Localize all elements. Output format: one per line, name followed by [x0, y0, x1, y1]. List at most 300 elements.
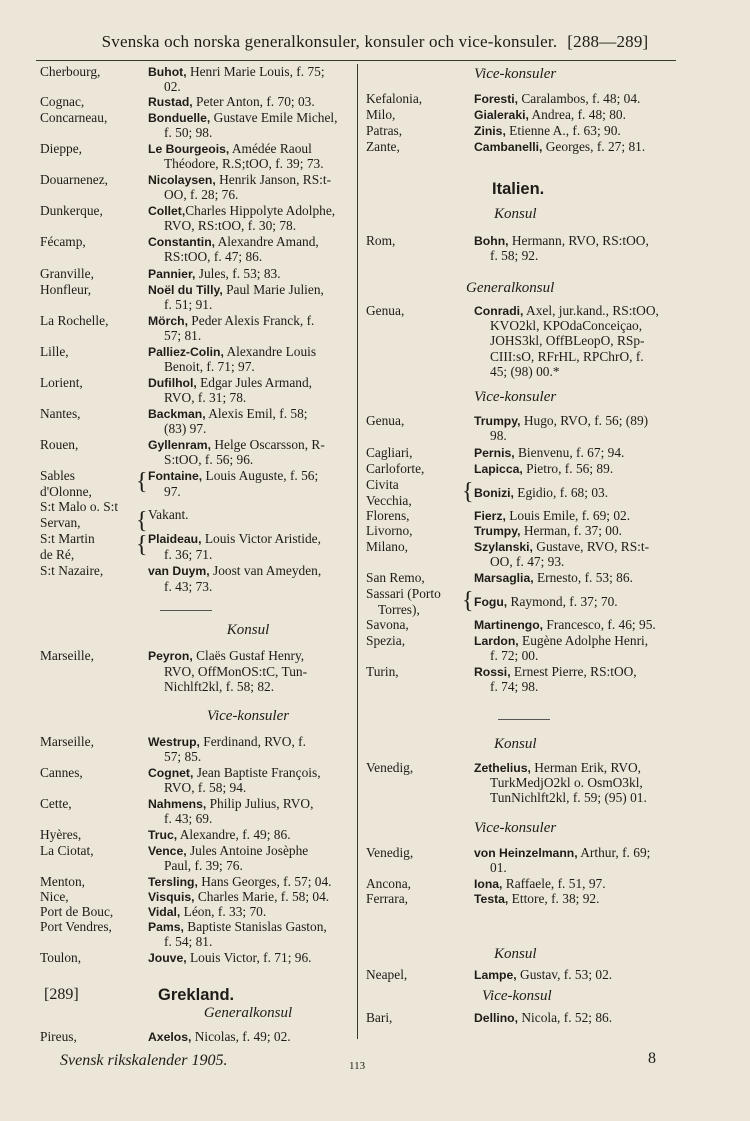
entry-person — [474, 91, 640, 107]
person-details-cont: 45; (98) 00.* — [490, 363, 560, 379]
entry-place — [40, 648, 94, 663]
entry-place — [40, 919, 112, 934]
person-details: Herman Erik, RVO, — [530, 760, 642, 775]
entry-person — [148, 468, 318, 484]
person-surname: Pannier, — [148, 267, 196, 281]
person-details-cont: OO, f. 28; 76. — [164, 187, 239, 203]
person-details: Nicola, f. 52; 86. — [518, 1010, 613, 1025]
place-name: Bari, — [366, 1010, 393, 1025]
person-details: Arthur, f. 69; — [577, 845, 651, 860]
place-name: Cognac, — [40, 94, 85, 109]
place-name: Rouen, — [40, 437, 79, 452]
person-details-cont: 57; 81. — [164, 328, 202, 344]
entry-continuation — [490, 364, 560, 379]
entry-continuation — [490, 554, 564, 569]
entry-continuation — [490, 248, 538, 263]
entry-person — [148, 234, 319, 250]
person-surname: Fontaine, — [148, 469, 203, 483]
person-surname: Iona, — [474, 877, 503, 891]
person-details: Gustave Emile Michel, — [210, 110, 338, 125]
entry-place — [40, 1029, 77, 1044]
entry-place — [40, 406, 81, 421]
country-heading-italien: Italien. — [492, 180, 545, 198]
person-details: Jules Antoine Josèphe — [186, 843, 309, 858]
entry-person — [474, 523, 622, 539]
entry-place — [40, 515, 81, 530]
entry-person — [148, 765, 321, 781]
entry-person — [474, 617, 656, 633]
person-surname: von Heinzelmann, — [474, 846, 578, 860]
place-name: Port Vendres, — [40, 919, 112, 934]
place-name: Cette, — [40, 796, 72, 811]
person-details-cont: Théodore, R.S;tOO, f. 39; 73. — [164, 156, 324, 172]
entry-place — [40, 950, 81, 965]
entry-person — [474, 967, 612, 983]
person-surname: Trumpy, — [474, 524, 521, 538]
person-surname: Lardon, — [474, 634, 519, 648]
person-surname: Mörch, — [148, 314, 188, 328]
person-surname: Nicolaysen, — [148, 173, 216, 187]
place-name: Spezia, — [366, 633, 406, 648]
entry-place — [366, 413, 404, 428]
person-details-cont: 97. — [164, 484, 181, 499]
place-name: La Rochelle, — [40, 313, 109, 328]
entry-place — [366, 586, 441, 601]
person-surname: Buhot, — [148, 65, 187, 79]
entry-continuation — [490, 648, 538, 663]
person-details-cont: TunNichlft2kl, f. 59; (95) 01. — [490, 790, 647, 806]
person-details: Etienne A., f. 63; 90. — [505, 123, 621, 138]
person-surname: Zinis, — [474, 124, 506, 138]
person-surname: Lapicca, — [474, 462, 523, 476]
entry-person — [148, 531, 321, 547]
entry-person — [148, 796, 313, 812]
entry-person — [148, 203, 335, 219]
entry-person — [474, 760, 641, 776]
entry-continuation — [490, 679, 538, 694]
person-details: Baptiste Stanislas Gaston, — [183, 919, 327, 934]
person-surname: Trumpy, — [474, 414, 521, 428]
entry-place — [40, 843, 94, 858]
entry-person — [474, 876, 606, 892]
person-surname: Rustad, — [148, 95, 193, 109]
entry-place — [40, 827, 81, 842]
entry-person — [474, 594, 618, 610]
entry-place — [366, 664, 399, 679]
entry-person — [474, 891, 599, 907]
person-details: Ernesto, f. 53; 86. — [533, 570, 633, 585]
entry-continuation — [164, 934, 212, 949]
entry-place — [366, 845, 413, 860]
entry-continuation — [490, 349, 644, 364]
person-surname: Martinengo, — [474, 618, 544, 632]
person-surname: Cognet, — [148, 766, 194, 780]
person-surname: Bohn, — [474, 234, 509, 248]
page-header — [0, 32, 750, 52]
person-details: Eugène Adolphe Henri, — [518, 633, 649, 648]
person-details: Gustave, RVO, RS:t- — [532, 539, 650, 554]
section-heading-vice-konsuler: Vice-konsuler — [206, 708, 290, 724]
person-details-cont: S:tOO, f. 56; 96. — [164, 452, 254, 468]
entry-continuation — [164, 125, 212, 140]
person-details: Charles Marie, f. 58; 04. — [194, 889, 330, 904]
person-surname: Vence, — [148, 844, 187, 858]
entry-place — [366, 539, 408, 554]
entry-person — [148, 904, 266, 920]
person-details: Léon, f. 33; 70. — [180, 904, 267, 919]
person-details-cont: OO, f. 47; 93. — [490, 554, 565, 570]
person-surname: Gyllenram, — [148, 438, 211, 452]
entry-place — [40, 889, 69, 904]
person-details: Ernest Pierre, RS:tOO, — [510, 664, 637, 679]
place-name: Marseille, — [40, 648, 94, 663]
country-heading-grekland: Grekland. — [158, 986, 235, 1004]
person-details: Axel, jur.kand., RS:tOO, — [523, 303, 659, 318]
entry-person — [148, 375, 312, 391]
person-details: Louis Emile, f. 69; 02. — [505, 508, 631, 523]
person-details-cont: Paul, f. 39; 76. — [164, 858, 243, 874]
person-surname: Jouve, — [148, 951, 187, 965]
person-details: Joost van Ameyden, — [209, 563, 322, 578]
entry-continuation — [164, 858, 243, 873]
person-surname: Zethelius, — [474, 761, 531, 775]
person-surname: Noël du Tilly, — [148, 283, 223, 297]
person-details-cont: RVO, f. 31; 78. — [164, 390, 247, 406]
person-details-cont: Benoit, f. 71; 97. — [164, 359, 255, 375]
person-details: Louis Victor Aristide, — [201, 531, 321, 546]
person-details: Charles Hippolyte Adolphe, — [185, 203, 336, 218]
person-surname: Pernis, — [474, 446, 515, 460]
person-details: Raymond, f. 37; 70. — [507, 594, 618, 609]
place-name: Kefalonia, — [366, 91, 423, 106]
entry-person — [474, 485, 608, 501]
place-name: Dunkerque, — [40, 203, 103, 218]
header-rule — [36, 60, 676, 61]
place-name: de Ré, — [40, 547, 75, 562]
entry-place — [40, 547, 74, 562]
place-name: Servan, — [40, 515, 81, 530]
entry-person — [148, 889, 329, 905]
section-rule — [498, 719, 550, 720]
place-name: Savona, — [366, 617, 409, 632]
place-name: Turin, — [366, 664, 399, 679]
person-surname: Bonduelle, — [148, 111, 211, 125]
entry-place — [366, 891, 408, 906]
person-details: Herman, f. 37; 00. — [520, 523, 623, 538]
martin-brace-icon: { — [136, 532, 148, 558]
person-surname: Rossi, — [474, 665, 511, 679]
entry-person — [474, 1010, 612, 1026]
entry-place — [40, 796, 72, 811]
person-details: Nicolas, f. 49; 02. — [191, 1029, 291, 1044]
entry-place — [40, 563, 103, 578]
entry-person — [148, 266, 281, 282]
section-heading-vice-konsuler: Vice-konsuler — [474, 820, 557, 836]
person-details: Hans Georges, f. 57; 04. — [197, 874, 332, 889]
entry-continuation — [164, 218, 296, 233]
person-surname: Axelos, — [148, 1030, 192, 1044]
entry-person — [474, 107, 626, 123]
entry-continuation — [164, 780, 246, 795]
person-details: Helge Oscarsson, R- — [211, 437, 325, 452]
person-details: Hugo, RVO, f. 56; (89) — [520, 413, 649, 428]
entry-person — [474, 413, 648, 429]
section-heading-konsul: Konsul — [226, 622, 270, 638]
section-heading-vice-konsuler: Vice-konsuler — [474, 66, 557, 82]
person-details-cont: Nichlft2kl, f. 58; 82. — [164, 679, 275, 694]
entry-place — [40, 344, 69, 359]
person-details: Pietro, f. 56; 89. — [522, 461, 614, 476]
entry-place — [366, 760, 413, 775]
place-name: Sassari (Porto — [366, 586, 441, 601]
entry-place — [366, 445, 412, 460]
entry-person — [474, 461, 613, 477]
person-surname: Pams, — [148, 920, 184, 934]
person-details: Henri Marie Louis, f. 75; — [186, 64, 325, 79]
vakant-brace-icon: { — [136, 508, 148, 534]
entry-person — [148, 874, 332, 890]
place-name: Douarnenez, — [40, 172, 109, 187]
entry-continuation — [164, 811, 212, 826]
place-name: Genua, — [366, 413, 405, 428]
person-details: Jean Baptiste François, — [193, 765, 321, 780]
person-surname: Constantin, — [148, 235, 216, 249]
person-surname: Foresti, — [474, 92, 519, 106]
place-name: Honfleur, — [40, 282, 92, 297]
entry-person — [148, 843, 308, 859]
section-heading-konsul: Konsul — [494, 946, 537, 962]
person-details-cont: RVO, RS:tOO, f. 30; 78. — [164, 218, 297, 234]
place-name: Cagliari, — [366, 445, 413, 460]
person-details: Ferdinand, RVO, f. — [199, 734, 306, 749]
entry-continuation — [164, 390, 246, 405]
section-heading-konsul: Konsul — [494, 736, 537, 752]
person-details: Paul Marie Julien, — [222, 282, 324, 297]
entry-person — [148, 282, 324, 298]
entry-person — [148, 827, 291, 843]
page-marker — [44, 987, 79, 1002]
person-surname: Westrup, — [148, 735, 200, 749]
person-details: Alexandre, f. 49; 86. — [177, 827, 291, 842]
entry-person — [148, 950, 312, 966]
person-surname: Testa, — [474, 892, 509, 906]
place-name: Marseille, — [40, 734, 94, 749]
person-details: Louis Victor, f. 71; 96. — [186, 950, 312, 965]
entry-place — [366, 508, 410, 523]
entry-place — [366, 107, 395, 122]
entry-person — [148, 1029, 291, 1045]
entry-place — [378, 602, 420, 617]
sables-brace-icon: { — [136, 469, 148, 495]
person-details: Peter Anton, f. 70; 03. — [192, 94, 315, 109]
entry-continuation — [490, 790, 647, 805]
person-details-cont: f. 50; 98. — [164, 125, 213, 141]
person-details-cont: 57; 85. — [164, 749, 202, 765]
entry-place — [366, 876, 411, 891]
entry-continuation — [490, 775, 643, 790]
place-name: S:t Martin — [40, 531, 95, 546]
footer-page-number: 113 — [349, 1060, 366, 1072]
person-details: Edgar Jules Armand, — [196, 375, 313, 390]
person-surname: Fogu, — [474, 595, 508, 609]
person-details-cont: f. 43; 73. — [164, 579, 213, 594]
person-details-cont: f. 51; 91. — [164, 297, 213, 313]
place-name: S:t Malo o. S:t — [40, 499, 119, 514]
entry-place — [40, 313, 108, 328]
place-name: Rom, — [366, 233, 396, 248]
entry-place — [40, 765, 83, 780]
person-details-cont: 98. — [490, 428, 507, 444]
entry-place — [366, 1010, 392, 1025]
entry-person — [148, 94, 315, 110]
entry-person — [148, 919, 327, 935]
entry-person — [474, 633, 648, 649]
section-heading-vice-konsuler: Vice-konsuler — [474, 389, 557, 405]
person-surname: Gialeraki, — [474, 108, 529, 122]
person-surname: Bonizi, — [474, 486, 514, 500]
entry-continuation — [490, 428, 507, 443]
entry-continuation — [164, 297, 212, 312]
place-name: Carloforte, — [366, 461, 425, 476]
entry-person — [148, 507, 189, 522]
place-name: Lille, — [40, 344, 69, 359]
person-details: Peder Alexis Franck, f. — [187, 313, 315, 328]
person-details-cont: (83) 97. — [164, 421, 207, 437]
place-name: San Remo, — [366, 570, 425, 585]
entry-place — [366, 233, 395, 248]
place-name: Dieppe, — [40, 141, 83, 156]
place-name: Livorno, — [366, 523, 413, 538]
entry-person — [474, 664, 637, 680]
place-name: Ferrara, — [366, 891, 409, 906]
entry-place — [366, 633, 405, 648]
footer-signature-number: 8 — [648, 1050, 656, 1067]
entry-place — [366, 461, 424, 476]
entry-person — [474, 845, 650, 861]
person-details: Claës Gustaf Henry, — [192, 648, 305, 663]
person-surname: Lampe, — [474, 968, 517, 982]
entry-place — [366, 617, 409, 632]
person-details-cont: f. 36; 71. — [164, 547, 213, 562]
person-details: Hermann, RVO, RS:tOO, — [508, 233, 649, 248]
person-surname: Dellino, — [474, 1011, 519, 1025]
place-name: Genua, — [366, 303, 405, 318]
place-name: Torres), — [378, 602, 420, 617]
person-surname: Conradi, — [474, 304, 524, 318]
entry-person — [474, 508, 630, 524]
person-details: Henrik Janson, RS:t- — [215, 172, 332, 187]
entry-place — [40, 437, 78, 452]
entry-person — [148, 437, 325, 453]
person-surname: Fierz, — [474, 509, 506, 523]
entry-person — [148, 141, 312, 157]
entry-person — [148, 563, 321, 579]
person-details: Andrea, f. 48; 80. — [528, 107, 626, 122]
entry-person — [148, 344, 316, 360]
person-details: Georges, f. 27; 81. — [542, 139, 646, 154]
place-name: Hyères, — [40, 827, 82, 842]
entry-place — [40, 64, 100, 79]
header-title: Svenska och norska generalkonsuler, konsuler och vice-konsuler. — [101, 32, 558, 51]
entry-person — [474, 123, 621, 139]
place-name: Toulon, — [40, 950, 82, 965]
entry-place — [366, 123, 402, 138]
place-name: Florens, — [366, 508, 410, 523]
person-details: Bienvenu, f. 67; 94. — [514, 445, 625, 460]
person-surname: Tersling, — [148, 875, 198, 889]
place-name: Cannes, — [40, 765, 83, 780]
place-name: Nice, — [40, 889, 69, 904]
person-surname: Dufilhol, — [148, 376, 197, 390]
civita-brace-icon: { — [462, 479, 474, 505]
entry-place — [40, 375, 83, 390]
place-name: Sables — [40, 468, 75, 483]
person-details-cont: CIII:sO, RFrHL, RPChrO, f. — [490, 348, 644, 364]
person-details: Ettore, f. 38; 92. — [508, 891, 600, 906]
person-details: Louis Auguste, f. 56; — [202, 468, 319, 483]
entry-place — [366, 967, 407, 982]
person-details-cont: 02. — [164, 79, 181, 95]
person-surname: Szylanski, — [474, 540, 533, 554]
person-surname: Marsaglia, — [474, 571, 534, 585]
entry-person — [474, 570, 633, 586]
person-surname: Visquis, — [148, 890, 195, 904]
entry-continuation — [164, 328, 201, 343]
person-surname: van Duym, — [148, 564, 210, 578]
entry-place — [40, 266, 94, 281]
person-details-cont: RS:tOO, f. 47; 86. — [164, 249, 263, 265]
person-details: Jules, f. 53; 83. — [195, 266, 281, 281]
place-name: La Ciotat, — [40, 843, 94, 858]
entry-continuation — [164, 452, 253, 467]
header-page-range: [288—289] — [567, 32, 649, 51]
entry-place — [40, 468, 75, 483]
entry-place — [366, 303, 404, 318]
entry-person — [474, 445, 624, 461]
place-name: Nantes, — [40, 406, 81, 421]
entry-place — [366, 91, 422, 106]
entry-place — [40, 141, 82, 156]
entry-place — [40, 203, 103, 218]
person-surname: Le Bourgeois, — [148, 142, 230, 156]
section-heading-generalkonsul: Generalkonsul — [466, 280, 555, 296]
place-name: Cherbourg, — [40, 64, 101, 79]
person-surname: Truc, — [148, 828, 178, 842]
person-details: Amédée Raoul — [229, 141, 312, 156]
person-details: Francesco, f. 46; 95. — [543, 617, 656, 632]
person-surname: Cambanelli, — [474, 140, 543, 154]
place-name: Zante, — [366, 139, 400, 154]
entry-continuation — [490, 333, 645, 348]
place-name: Concarneau, — [40, 110, 108, 125]
person-details: Philip Julius, RVO, — [206, 796, 314, 811]
entry-person — [474, 303, 659, 319]
entry-person — [148, 313, 314, 329]
place-name: Patras, — [366, 123, 403, 138]
entry-continuation — [164, 679, 274, 694]
entry-continuation — [164, 749, 201, 764]
person-details: Raffaele, f. 51, 97. — [502, 876, 606, 891]
entry-place — [40, 282, 91, 297]
entry-place — [40, 499, 118, 514]
person-details: Alexis Emil, f. 58; — [205, 406, 308, 421]
place-name: Venedig, — [366, 845, 414, 860]
entry-continuation — [164, 547, 212, 562]
entry-place — [366, 570, 425, 585]
entry-place — [40, 484, 92, 499]
place-name: Ancona, — [366, 876, 411, 891]
entry-continuation — [490, 860, 507, 875]
